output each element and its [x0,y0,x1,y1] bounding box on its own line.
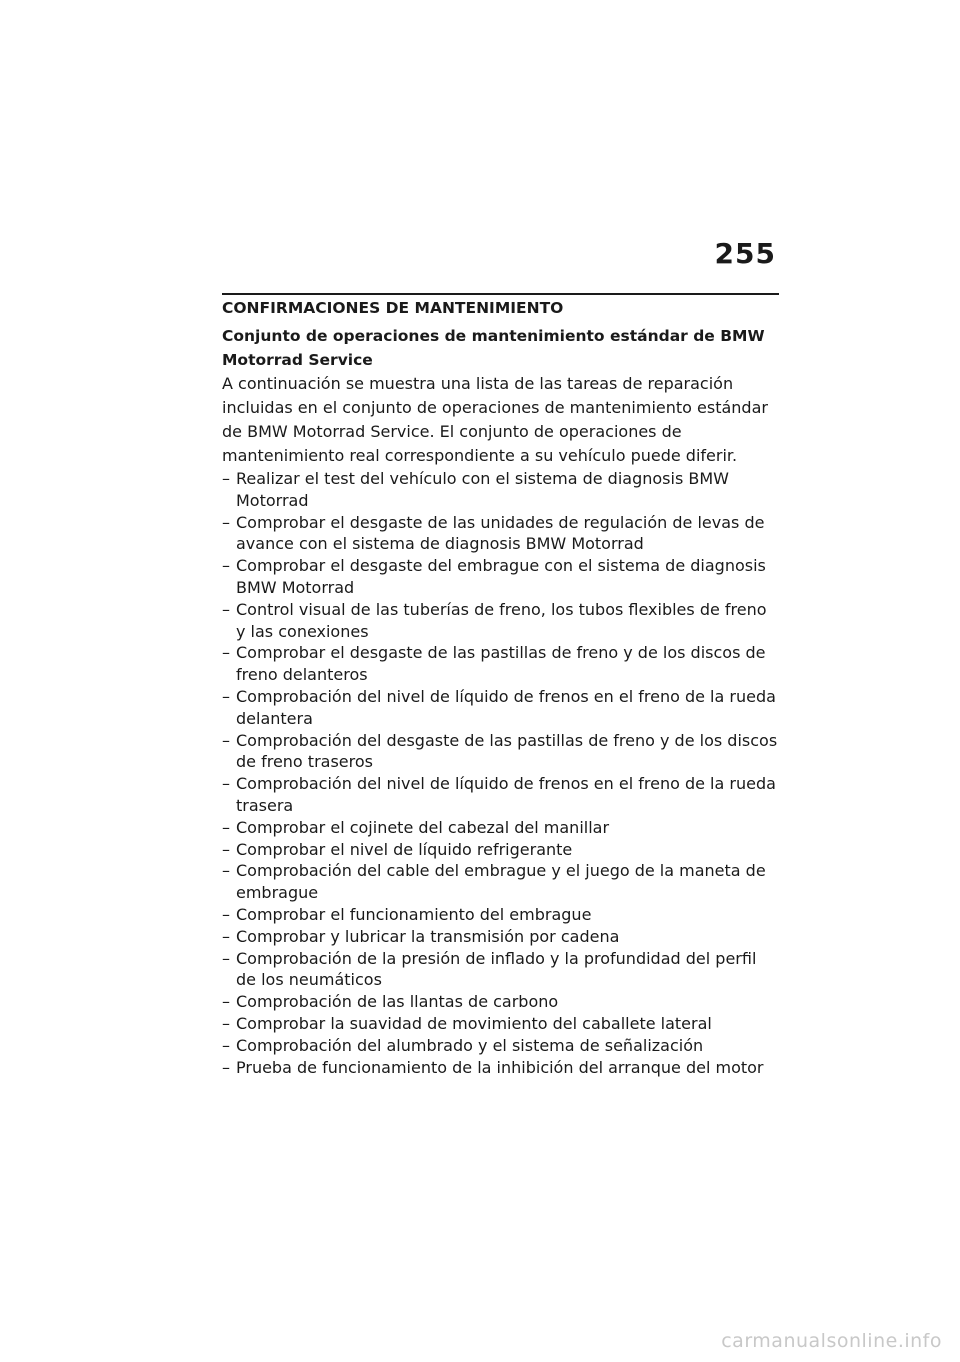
task-item: – Comprobación de las llantas de carbono [222,991,779,1013]
task-item: – Comprobar el desgaste del embrague con el sistema de diagnosis BMW Motorrad [222,555,779,599]
section-title: CONFIRMACIONES DE MANTENIMIENTO [222,299,564,317]
task-item: – Comprobación del nivel de líquido de frenos en el freno de la rueda delantera [222,686,779,730]
page-content [222,296,779,1078]
page-number: 255 [714,237,776,270]
subsection-title: Conjunto de operaciones de mantenimiento estándar de BMW Motorrad Service [222,327,765,369]
task-item: – Control visual de las tuberías de freno, los tubos flexibles de freno y las conexiones [222,599,779,643]
watermark-logo: carmanualsonline.info [721,1330,942,1352]
task-item: – Comprobación del nivel de líquido de frenos en el freno de la rueda trasera [222,773,779,817]
task-item: – Comprobar el desgaste de las unidades de regulación de levas de avance con el sistema de diagnosis BMW Motorrad [222,512,779,556]
task-item: – Comprobación de la presión de inflado y la profundidad del perfil de los neumáticos [222,948,779,992]
task-item: – Comprobar y lubricar la transmisión por cadena [222,926,779,948]
task-item: – Comprobar el cojinete del cabezal del manillar [222,817,779,839]
task-item: – Comprobar la suavidad de movimiento del caballete lateral [222,1013,779,1035]
task-item: – Comprobación del cable del embrague y el juego de la maneta de embrague [222,860,779,904]
task-item: – Comprobar el nivel de líquido refrigerante [222,839,779,861]
maintenance-task-list [222,468,779,1078]
task-item: – Realizar el test del vehículo con el sistema de diagnosis BMW Motorrad [222,468,779,512]
section-divider [222,293,779,295]
task-item: – Comprobar el funcionamiento del embrague [222,904,779,926]
task-item: – Comprobación del alumbrado y el sistema de señalización [222,1035,779,1057]
task-item: – Comprobación del desgaste de las pastillas de freno y de los discos de freno traseros [222,730,779,774]
task-item: – Prueba de funcionamiento de la inhibición del arranque del motor [222,1057,779,1079]
task-item: – Comprobar el desgaste de las pastillas de freno y de los discos de freno delanteros [222,642,779,686]
intro-paragraph: A continuación se muestra una lista de las tareas de reparación incluidas en el conjunto de operaciones de mantenimiento estándar de BMW Motorrad Service. El conjunto de operaciones de mantenimiento real correspondiente a su vehículo puede diferir. [222,374,768,465]
